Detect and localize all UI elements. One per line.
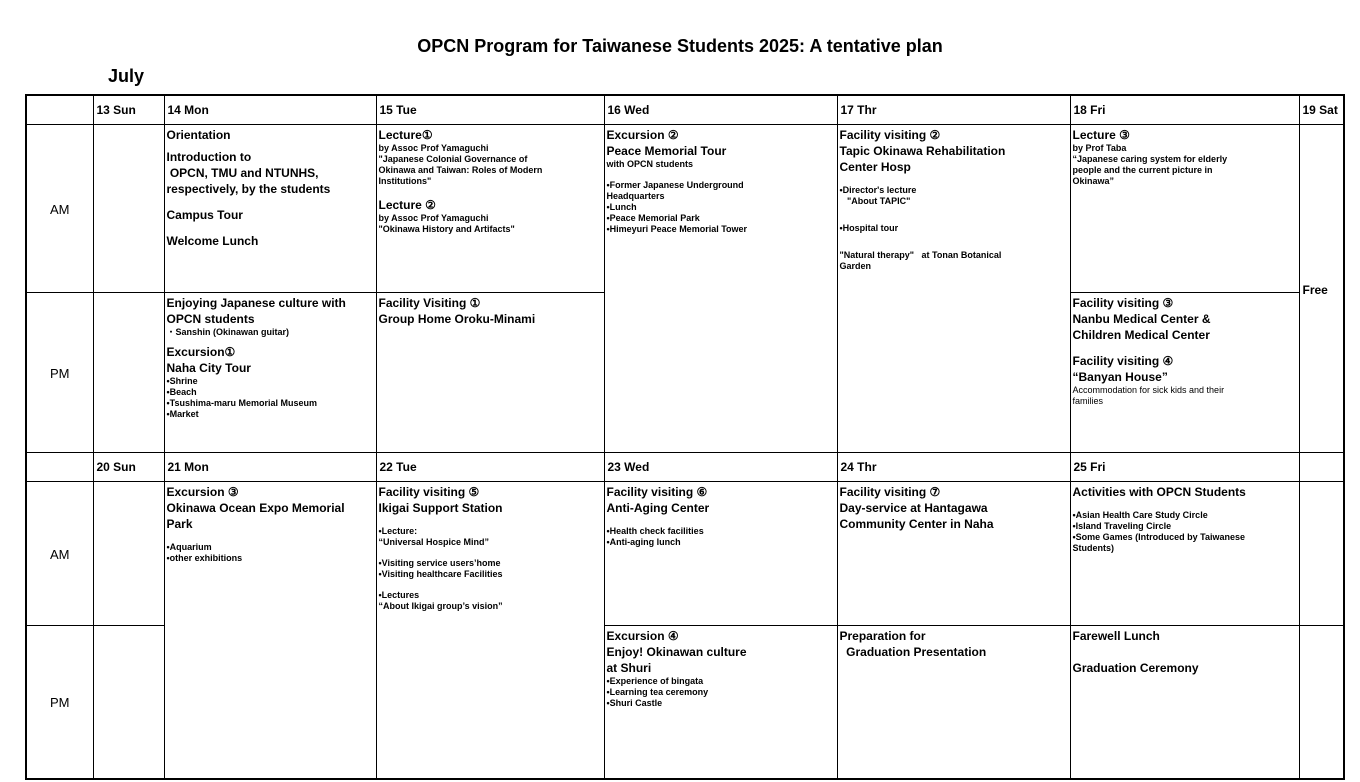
- activity-title: Tapic Okinawa Rehabilitation: [839, 144, 1006, 158]
- activity-title: Excursion①: [166, 345, 236, 359]
- activity-title: Excursion ③: [166, 485, 239, 499]
- activity-title: Preparation for: [839, 629, 926, 643]
- activity-title: Introduction to: [166, 150, 252, 164]
- row-label-am: AM: [26, 125, 93, 293]
- activity-title: Group Home Oroku-Minami: [378, 312, 536, 326]
- mon-cell: [164, 482, 376, 779]
- activity-detail: “Japanese caring system for elderly: [1072, 154, 1228, 164]
- sun-pm-cell: [93, 626, 164, 779]
- activity-title: Lecture①: [378, 128, 433, 142]
- activity-title: Park: [166, 517, 193, 531]
- activity-detail: •Visiting service users’home: [378, 558, 501, 568]
- activity-title: Excursion ②: [606, 128, 679, 142]
- activity-title: at Shuri: [606, 661, 652, 675]
- activity-title: Facility visiting ⑤: [378, 485, 480, 499]
- tue-cell: [376, 482, 604, 779]
- activity-detail: Accommodation for sick kids and their: [1072, 385, 1225, 395]
- activity-title: Excursion ④: [606, 629, 679, 643]
- activity-title: Campus Tour: [166, 208, 243, 222]
- activity-detail: •Health check facilities: [606, 526, 704, 536]
- activity-detail: •Tsushima-maru Memorial Museum: [166, 398, 318, 408]
- activity-detail: people and the current picture in: [1072, 165, 1213, 175]
- activity-detail: by Prof Taba: [1072, 143, 1127, 153]
- activity-detail: •Visiting healthcare Facilities: [378, 569, 503, 579]
- activity-detail: •Former Japanese Underground: [606, 180, 744, 190]
- activity-title: Farewell Lunch: [1072, 629, 1160, 643]
- activity-title: Activities with OPCN Students: [1072, 485, 1246, 499]
- activity-title: Nanbu Medical Center &: [1072, 312, 1211, 326]
- month-label: July: [108, 66, 145, 86]
- activity-title: Welcome Lunch: [166, 234, 259, 248]
- activity-title: Day-service at Hantagawa: [839, 501, 988, 515]
- day-header: 20 Sun: [93, 453, 164, 482]
- activity-detail: •Peace Memorial Park: [606, 213, 700, 223]
- fri-pm-cell: [1070, 293, 1299, 453]
- mon-am-cell: [164, 125, 376, 293]
- activity-title: Enjoying Japanese culture with: [166, 296, 346, 310]
- activity-detail: •Aquarium: [166, 542, 212, 552]
- activity-title: Enjoy! Okinawan culture: [606, 645, 747, 659]
- activity-detail: Okinawa and Taiwan: Roles of Modern: [378, 165, 543, 175]
- activity-detail: •Island Traveling Circle: [1072, 521, 1172, 531]
- activity-detail: Institutions": [378, 176, 432, 186]
- mon-pm-cell: [164, 293, 376, 453]
- thu-cell: [837, 125, 1070, 453]
- day-header: 14 Mon: [164, 95, 376, 125]
- day-header: 19 Sat: [1299, 95, 1344, 125]
- activity-detail: Okinawa”: [1072, 176, 1115, 186]
- activity-title: Peace Memorial Tour: [606, 144, 727, 158]
- activity-detail: •Market: [166, 409, 199, 419]
- day-header: 23 Wed: [604, 453, 837, 482]
- activity-title: Anti-Aging Center: [606, 501, 710, 515]
- activity-detail: Headquarters: [606, 191, 665, 201]
- activity-detail: •Some Games (Introduced by Taiwanese: [1072, 532, 1246, 542]
- sun-am-cell: [93, 125, 164, 293]
- row-label-am: AM: [26, 482, 93, 626]
- activity-detail: "Natural therapy" at Tonan Botanical: [839, 250, 1002, 260]
- activity-detail: •Experience of bingata: [606, 676, 704, 686]
- activity-detail: "About TAPIC": [839, 196, 911, 206]
- activity-detail: “About Ikigai group’s vision”: [378, 601, 503, 611]
- activity-title: Center Hosp: [839, 160, 911, 174]
- activity-detail: •Beach: [166, 387, 197, 397]
- activity-detail: •Shuri Castle: [606, 698, 663, 708]
- activity-detail: by Assoc Prof Yamaguchi: [378, 143, 489, 153]
- activity-detail: •Director's lecture: [839, 185, 917, 195]
- wed-cell: [604, 125, 837, 453]
- row-label-pm: PM: [26, 293, 93, 453]
- activity-detail: families: [1072, 396, 1104, 406]
- day-header: 18 Fri: [1070, 95, 1299, 125]
- fri-am-cell: [1070, 482, 1299, 626]
- tue-am-cell: [376, 125, 604, 293]
- sat-pm-cell: [1299, 626, 1344, 779]
- activity-detail: “Universal Hospice Mind”: [378, 537, 490, 547]
- sat-am-cell: [1299, 482, 1344, 626]
- activity-title: Facility visiting ⑦: [839, 485, 941, 499]
- activity-title: Naha City Tour: [166, 361, 251, 375]
- fri-pm-cell: [1070, 626, 1299, 779]
- activity-title: Lecture ③: [1072, 128, 1130, 142]
- activity-title: “Banyan House”: [1072, 370, 1168, 384]
- activity-detail: Students): [1072, 543, 1114, 553]
- activity-detail: by Assoc Prof Yamaguchi: [378, 213, 489, 223]
- activity-title: Facility visiting ⑥: [606, 485, 708, 499]
- activity-title: respectively, by the students: [166, 182, 331, 196]
- activity-title: Okinawa Ocean Expo Memorial: [166, 501, 345, 515]
- day-header: 15 Tue: [376, 95, 604, 125]
- activity-title: Children Medical Center: [1072, 328, 1210, 342]
- activity-detail: •Himeyuri Peace Memorial Tower: [606, 224, 748, 234]
- activity-detail: •Asian Health Care Study Circle: [1072, 510, 1208, 520]
- week2-am-row: [26, 482, 1344, 626]
- activity-detail: •Lunch: [606, 202, 637, 212]
- week2-header-row: [26, 453, 1344, 482]
- activity-detail: "Okinawa History and Artifacts": [378, 224, 515, 234]
- activity-detail: Garden: [839, 261, 872, 271]
- activity-title: OPCN students: [166, 312, 255, 326]
- activity-title: Orientation: [166, 128, 231, 142]
- day-header: 21 Mon: [164, 453, 376, 482]
- thu-am-cell: [837, 482, 1070, 626]
- activity-title: Community Center in Naha: [839, 517, 994, 531]
- activity-title: Facility visiting ②: [839, 128, 941, 142]
- activity-detail: •Hospital tour: [839, 223, 899, 233]
- day-header: 13 Sun: [93, 95, 164, 125]
- activity-detail: •Lectures: [378, 590, 420, 600]
- activity-title: Facility Visiting ①: [378, 296, 481, 310]
- thu-pm-cell: [837, 626, 1070, 779]
- day-header: 22 Tue: [376, 453, 604, 482]
- sun-am-cell: [93, 482, 164, 626]
- week1-am-row: [26, 125, 1344, 293]
- corner-cell: [26, 453, 93, 482]
- empty-header: [1299, 453, 1344, 482]
- fri-am-cell: [1070, 125, 1299, 293]
- week1-header-row: [26, 95, 1344, 125]
- day-header: 16 Wed: [604, 95, 837, 125]
- day-header: 24 Thr: [837, 453, 1070, 482]
- corner-cell: [26, 95, 93, 125]
- wed-am-cell: [604, 482, 837, 626]
- tue-pm-cell: [376, 293, 604, 453]
- activity-detail: •Learning tea ceremony: [606, 687, 709, 697]
- day-header: 17 Thr: [837, 95, 1070, 125]
- activity-detail: •Anti-aging lunch: [606, 537, 681, 547]
- sun-pm-cell: [93, 293, 164, 453]
- row-label-pm: PM: [26, 626, 93, 779]
- activity-title: Graduation Ceremony: [1072, 661, 1199, 675]
- activity-title: Facility visiting ③: [1072, 296, 1174, 310]
- activity-detail: •Shrine: [166, 376, 198, 386]
- day-header: 25 Fri: [1070, 453, 1299, 482]
- page-title: OPCN Program for Taiwanese Students 2025: A tentative plan: [417, 36, 943, 56]
- activity-title: Facility visiting ④: [1072, 354, 1174, 368]
- activity-detail: •Lecture:: [378, 526, 418, 536]
- schedule-table: [25, 94, 1345, 780]
- activity-title: Lecture ②: [378, 198, 436, 212]
- activity-detail: with OPCN students: [606, 159, 694, 169]
- activity-title: Graduation Presentation: [839, 645, 987, 659]
- activity-detail: ・Sanshin (Okinawan guitar): [166, 327, 290, 337]
- wed-pm-cell: [604, 626, 837, 779]
- activity-detail: "Japanese Colonial Governance of: [378, 154, 528, 164]
- activity-title: Ikigai Support Station: [378, 501, 503, 515]
- activity-detail: •other exhibitions: [166, 553, 243, 563]
- sat-cell: Free: [1299, 125, 1344, 453]
- activity-title: OPCN, TMU and NTUNHS,: [166, 166, 319, 180]
